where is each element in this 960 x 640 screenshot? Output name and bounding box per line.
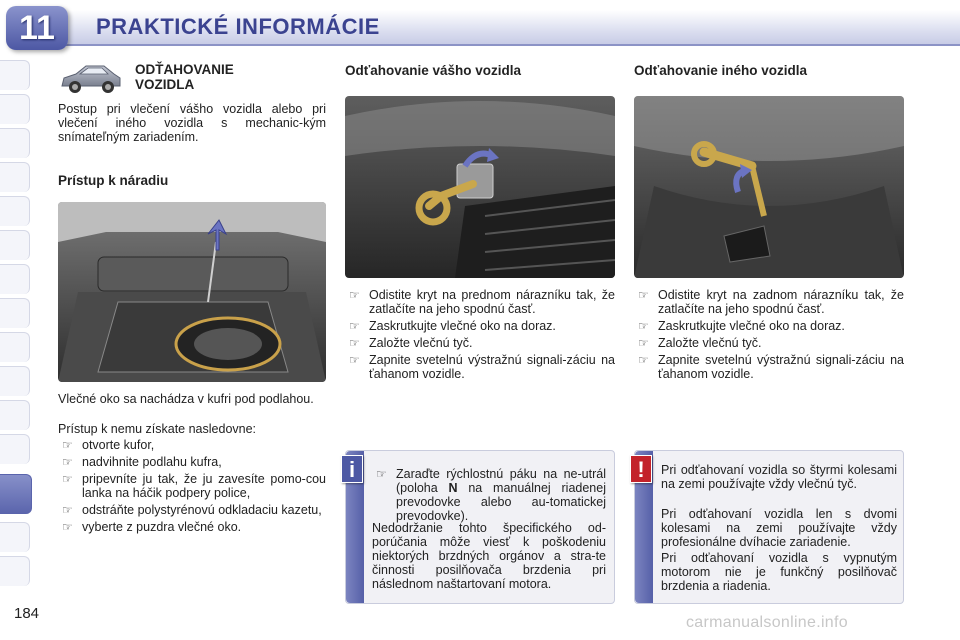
watermark: carmanualsonline.info xyxy=(686,614,848,631)
own-vehicle-steps xyxy=(345,288,615,384)
other-vehicle-steps xyxy=(634,288,904,384)
side-tab[interactable] xyxy=(0,522,30,552)
side-tab[interactable] xyxy=(0,128,30,158)
side-tab[interactable] xyxy=(0,366,30,396)
intro-paragraph: Postup pri vlečení vášho vozidla alebo pri vlečení iného vozidla s mechanic-kým snímateľným zariadením. xyxy=(58,102,326,144)
list-item: ☞ Založte vlečnú tyč. xyxy=(349,336,473,350)
page-header xyxy=(0,0,960,52)
bullet-hand-icon: ☞ xyxy=(638,288,649,302)
access-heading: Prístup k náradiu xyxy=(58,173,169,188)
chapter-tab-strip xyxy=(0,60,34,580)
bullet-hand-icon: ☞ xyxy=(638,319,649,333)
front-bumper-figure xyxy=(345,96,615,278)
warning-icon: ! xyxy=(630,455,652,483)
side-tab[interactable] xyxy=(0,60,30,90)
bullet-hand-icon: ☞ xyxy=(62,503,73,517)
bullet-hand-icon: ☞ xyxy=(638,353,649,367)
car-icon xyxy=(58,62,124,96)
list-item: ☞ nadvihnite podlahu kufra, xyxy=(62,455,222,469)
bullet-hand-icon: ☞ xyxy=(62,438,73,452)
list-item: ☞ otvorte kufor, xyxy=(62,438,155,452)
list-item: ☞ pripevníte ju tak, že ju zavesíte pomo-cou lanka na háčik podpery police, xyxy=(62,472,326,500)
warning-paragraph: Pri odťahovaní vozidla len s dvomi kolesami na zemi používajte vždy profesionálne dvíhacie zariadenie. xyxy=(661,507,897,549)
bullet-hand-icon: ☞ xyxy=(62,455,73,469)
info-icon: i xyxy=(341,455,363,483)
bullet-hand-icon: ☞ xyxy=(62,472,73,486)
chapter-number: 11 xyxy=(19,9,55,47)
list-item: ☞ Založte vlečnú tyč. xyxy=(638,336,762,350)
bullet-hand-icon: ☞ xyxy=(638,336,649,350)
page-number: 184 xyxy=(14,605,40,622)
info-text: Nedodržanie tohto špecifického od-porúčania môže viesť k poškodeniu niektorých brzdných orgánov a stra-te činnosti posilňovača brzdenia pri následnom naštartovaní motora. xyxy=(372,521,606,591)
list-item: ☞ Odistite kryt na zadnom nárazníku tak, že zatlačíte na jeho spodnú časť. xyxy=(638,288,904,316)
list-item: ☞ Zapnite svetelnú výstražnú signali-záciu na ťahanom vozidle. xyxy=(638,353,904,381)
side-tab[interactable] xyxy=(0,298,30,328)
rear-bumper-figure xyxy=(634,96,904,278)
side-tab[interactable] xyxy=(0,94,30,124)
list-item: ☞ vyberte z puzdra vlečné oko. xyxy=(62,520,242,534)
section-heading-line2: VOZIDLA xyxy=(135,77,195,92)
access-intro: Prístup k nemu získate nasledovne: xyxy=(58,422,257,436)
info-bullet-list xyxy=(372,467,606,526)
other-vehicle-heading: Odťahovanie iného vozidla xyxy=(634,63,807,78)
list-item: ☞ Zaskrutkujte vlečné oko na doraz. xyxy=(638,319,845,333)
access-steps-list xyxy=(58,438,326,537)
side-tab[interactable] xyxy=(0,434,30,464)
trunk-figure xyxy=(58,202,326,382)
side-tab-active[interactable] xyxy=(0,474,32,514)
side-tab[interactable] xyxy=(0,400,30,430)
page-title: PRAKTICKÉ INFORMÁCIE xyxy=(96,14,380,39)
section-heading-line1: ODŤAHOVANIE xyxy=(135,62,234,77)
bullet-hand-icon: ☞ xyxy=(376,467,387,481)
location-paragraph: Vlečné oko sa nachádza v kufri pod podlahou. xyxy=(58,392,314,406)
warning-note xyxy=(634,450,904,604)
side-tab[interactable] xyxy=(0,196,30,226)
bullet-hand-icon: ☞ xyxy=(349,353,360,367)
side-tab[interactable] xyxy=(0,332,30,362)
side-tab[interactable] xyxy=(0,264,30,294)
bullet-hand-icon: ☞ xyxy=(62,520,73,534)
side-tab[interactable] xyxy=(0,230,30,260)
info-note xyxy=(345,450,615,604)
side-tab[interactable] xyxy=(0,556,30,586)
warning-paragraph: Pri odťahovaní vozidla s vypnutým motorom nie je funkčný posilňovač brzdenia a riadenia. xyxy=(661,551,897,593)
bullet-hand-icon: ☞ xyxy=(349,319,360,333)
list-item: ☞ odstráňte polystyrénovú odkladaciu kazetu, xyxy=(62,503,322,517)
list-item: ☞ Odistite kryt na prednom nárazníku tak, že zatlačíte na jeho spodnú časť. xyxy=(349,288,615,316)
list-item: ☞ Zapnite svetelnú výstražnú signali-záciu na ťahanom vozidle. xyxy=(349,353,615,381)
bullet-hand-icon: ☞ xyxy=(349,336,360,350)
bullet-hand-icon: ☞ xyxy=(349,288,360,302)
side-tab[interactable] xyxy=(0,162,30,192)
warning-paragraph: Pri odťahovaní vozidla so štyrmi kolesami na zemi používajte vždy vlečnú tyč. xyxy=(661,463,897,491)
own-vehicle-heading: Odťahovanie vášho vozidla xyxy=(345,63,522,78)
list-item: ☞ Zaskrutkujte vlečné oko na doraz. xyxy=(349,319,556,333)
list-item: ☞ Zaraďte rýchlostnú páku na ne-utrál (poloha N na manuálnej riadenej prevodovke alebo au-tomatickej prevodovke). xyxy=(376,467,606,523)
